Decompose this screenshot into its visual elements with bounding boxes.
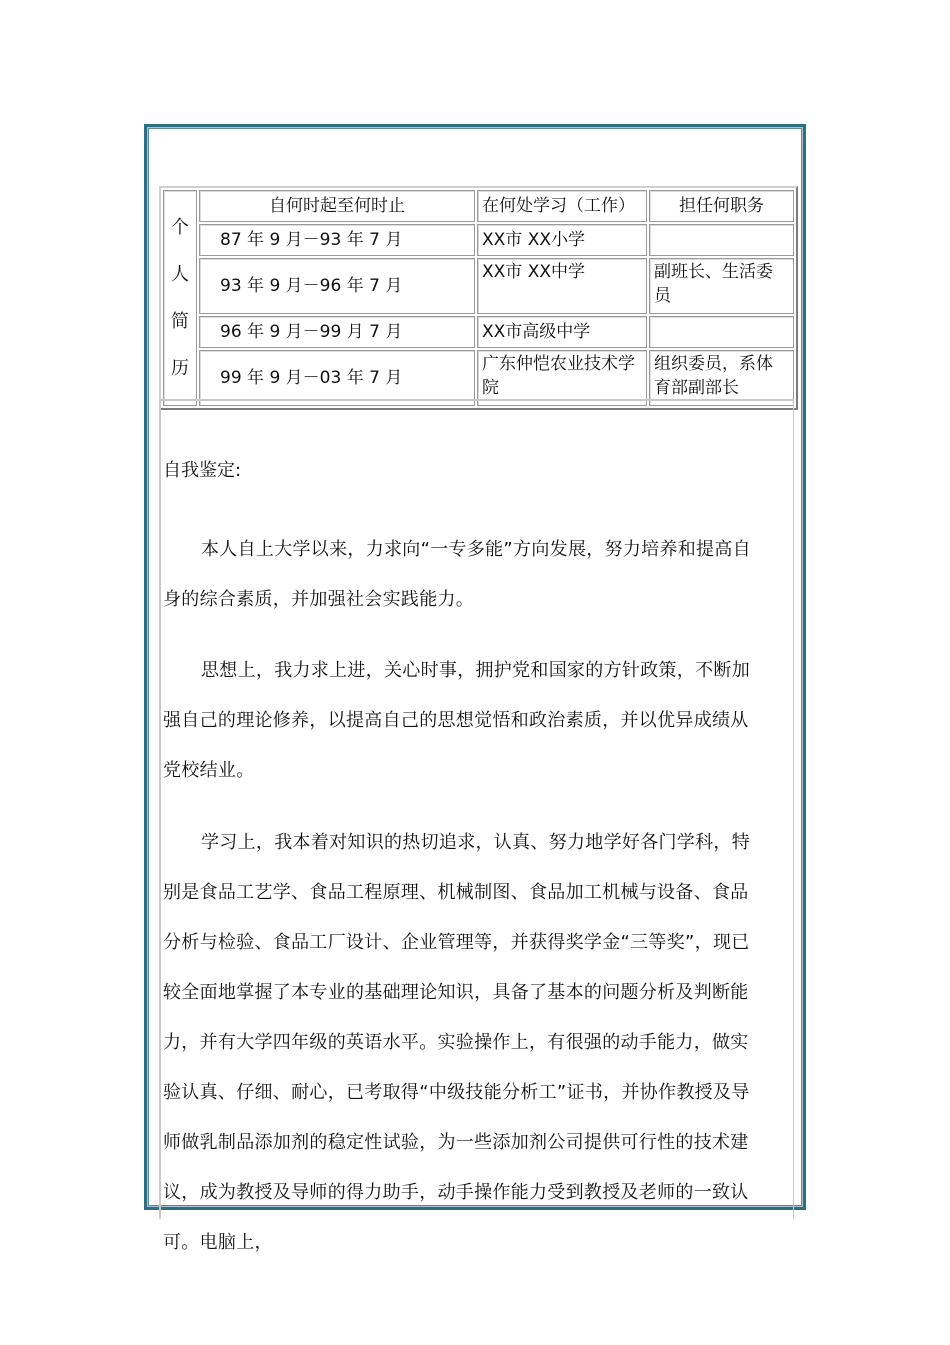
table-row: [163, 224, 794, 256]
cell-period: 93 年 9 月－96 年 7 月: [199, 258, 475, 314]
self-assessment-section: [159, 399, 794, 1253]
cell-role: 副班长、生活委员: [649, 258, 794, 314]
cell-period: 96 年 9 月－99 月 7 月: [199, 316, 475, 348]
header-period: 自何时起至何时止: [199, 190, 475, 222]
assessment-paragraph: 思想上，我力求上进，关心时事，拥护党和国家的方针政策，不断加强自己的理论修养，以提高自己的思想觉悟和政治素质，并以优异成绩从党校结业。: [163, 660, 750, 781]
section-label-char: 历: [171, 358, 189, 379]
cell-period: 99 年 9 月－03 年 7 月: [199, 350, 475, 406]
cell-place: XX市 XX中学: [477, 258, 647, 314]
section-label-char: 人: [171, 264, 189, 285]
table-row: [163, 258, 794, 314]
header-role: 担任何职务: [649, 190, 794, 222]
cell-place: XX市 XX小学: [477, 224, 647, 256]
cell-period: 87 年 9 月－93 年 7 月: [199, 224, 475, 256]
cell-role: 组织委员，系体育部副部长: [649, 350, 794, 406]
cell-role: [649, 224, 794, 256]
assessment-paragraph: 学习上，我本着对知识的热切追求，认真、努力地学好各门学科，特别是食品工艺学、食品工程原理、机械制图、食品加工机械与设备、食品分析与检验、食品工厂设计、企业管理等，并获得奖学金“三等奖”，现已较全面地掌握了本专业的基础理论知识，具备了基本的问题分析及判断能力，并有大学四年级的英语水平。实验操作上，有很强的动手能力，做实验认真、仔细、耐心，已考取得“中级技能分析工”证书，并协作教授及导师做乳制品添加剂的稳定性试验，为一些添加剂公司提供可行性的技术建议，成为教授及导师的得力助手，动手操作能力受到教授及老师的一致认可。电脑上，: [163, 832, 750, 1253]
table-row: [163, 316, 794, 348]
assessment-paragraph: 本人自上大学以来，力求向“一专多能”方向发展，努力培养和提高自身的综合素质，并加强社会实践能力。: [163, 539, 751, 610]
cell-role: [649, 316, 794, 348]
document-frame: [144, 124, 806, 1253]
table-header-row: [163, 190, 794, 222]
header-place: 在何处学习（工作）: [477, 190, 647, 222]
self-assessment-title: 自我鉴定:: [163, 460, 242, 481]
cell-place: 广东仲恺农业技术学院: [477, 350, 647, 406]
section-label-char: 个: [171, 217, 189, 238]
table-row: [163, 350, 794, 406]
section-label-personal-history: [163, 190, 197, 406]
resume-history-table: [159, 186, 798, 410]
section-label-char: 简: [171, 311, 189, 332]
cell-place: XX市高级中学: [477, 316, 647, 348]
